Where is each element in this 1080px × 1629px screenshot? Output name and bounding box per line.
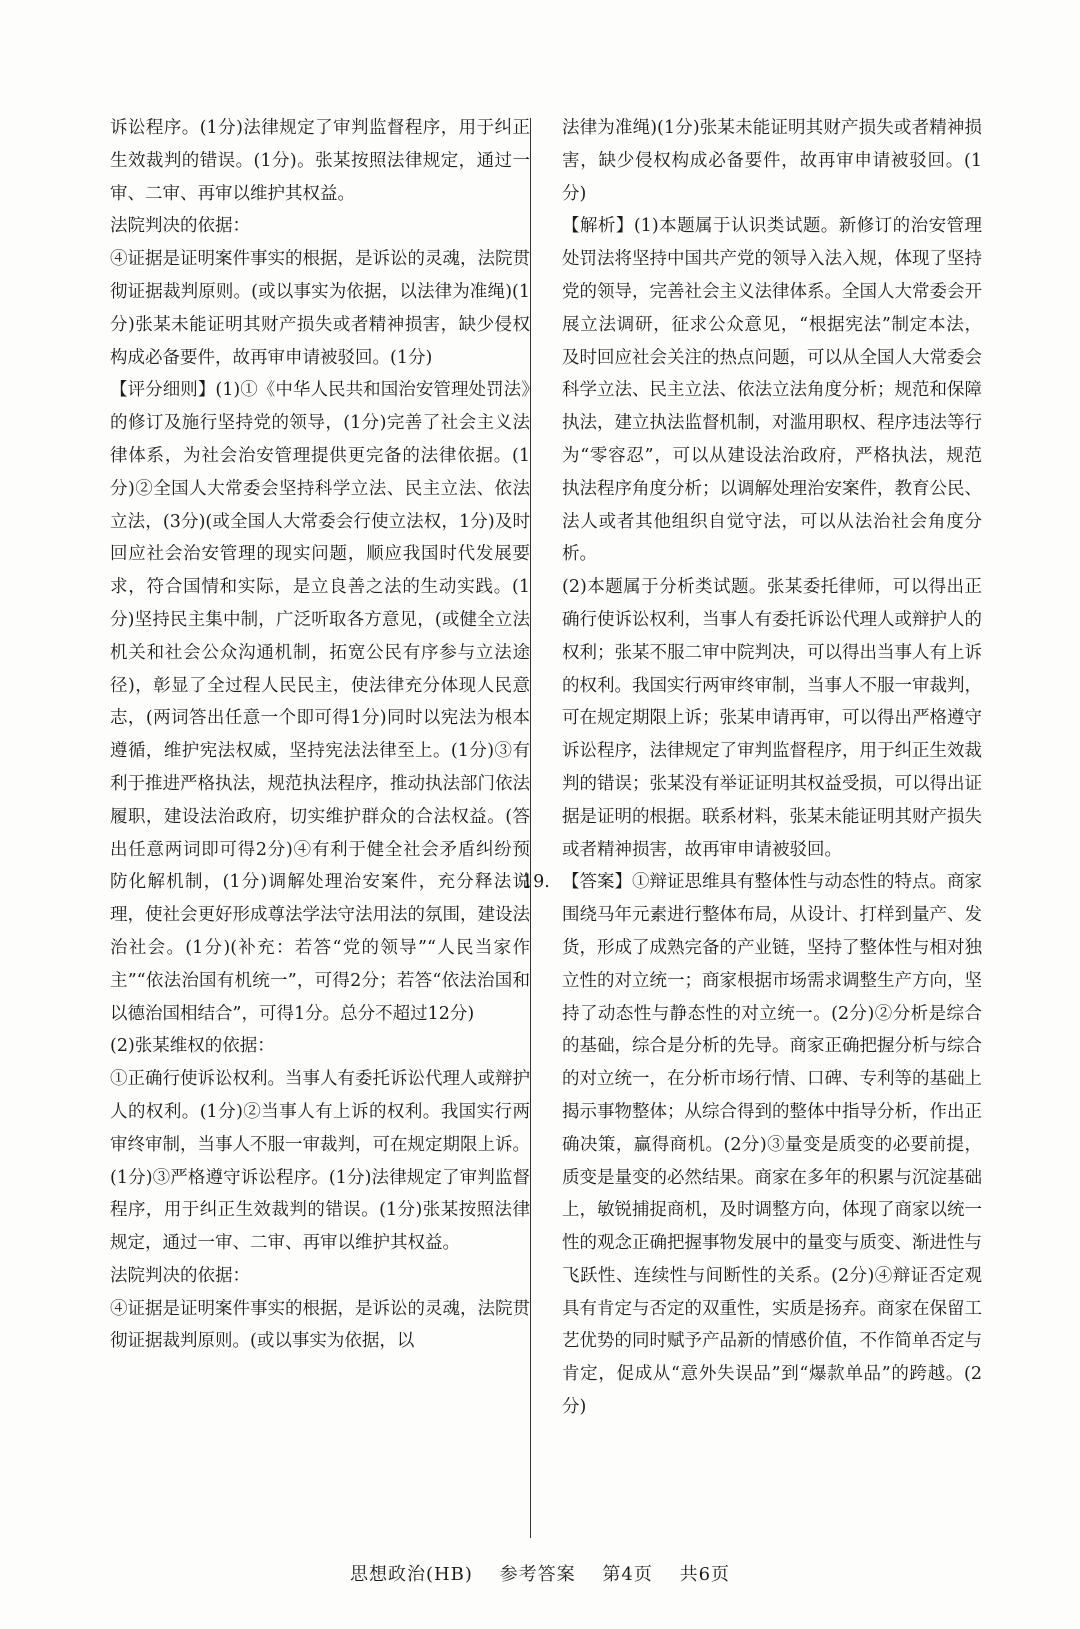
column-divider (530, 118, 531, 1538)
right-para-analysis-2: (2)本题属于分析类试题。张某委托律师，可以得出正确行使诉讼权利，当事人有委托诉讼代理人或辩护人的权利；张某不服二审中院判决，可以得出当事人有上诉的权利。我国实行两审终审制，当事人不服一审裁判，可在规定期限上诉；张某申请再审，可以得出严格遵守诉讼程序，法律规定了审判监督程序，用于纠正生效裁判的错误；张某没有举证证明其权益受损，可以得出证据是证明的根据。联系材料，张某未能证明其财产损失或者精神损害，故再审申请被驳回。 (562, 577, 982, 860)
left-para-7: 法院判决的依据： (110, 1265, 250, 1286)
footer-total: 共6页 (679, 1564, 731, 1585)
question-19-answer: 【答案】①辩证思维具有整体性与动态性的特点。商家围绕马年元素进行整体布局，从设计、打样到量产、发货，形成了成熟完备的产业链，坚持了整体性与相对独立性的对立统一；商家根据市场需求调整生产方向，坚持了动态性与静态性的对立统一。(2分)②分析是综合的基础，综合是分析的先导。商家正确把握分析与综合的对立统一，在分析市场行情、口碑、专利等的基础上揭示事物整体；从综合得到的整体中指导分析，作出正确决策，赢得商机。(2分)③量变是质变的必要前提，质变是量变的必然结果。商家在多年的积累与沉淀基础上，敏锐捕捉商机，及时调整方向，体现了商家以统一性的观念正确把握事物发展中的量变与质变、渐进性与飞跃性、连续性与间断性的关系。(2分)④辩证否定观具有肯定与否定的双重性，实质是扬弃。商家在保留工艺优势的同时赋予产品新的情感价值，不作简单否定与肯定，促成从“意外失误品”到“爆款单品”的跨越。(2分) (562, 872, 982, 1418)
right-para-analysis-1: 【解析】(1)本题属于认识类试题。新修订的治安管理处罚法将坚持中国共产党的领导入法入规，体现了坚持党的领导，完善社会主义法律体系。全国人大常委会开展立法调研，征求公众意见，“根据宪法”制定本法，及时回应社会关注的热点问题，可以从全国人大常委会科学立法、民主立法、依法立法角度分析；规范和保障执法，建立执法监督机制，对滥用职权、程序违法等行为“零容忍”，可以从建设法治政府，严格执法，规范执法程序角度分析；以调解处理治安案件，教育公民、法人或者其他组织自觉守法，可以从法治社会角度分析。 (562, 216, 982, 565)
footer-subject: 思想政治(HB) (349, 1564, 473, 1585)
left-para-1: 诉讼程序。(1分)法律规定了审判监督程序，用于纠正生效裁判的错误。(1分)。张某按照法律规定，通过一审、二审、再审以维护其权益。 (110, 118, 530, 204)
question-19 (522, 866, 982, 1424)
left-para-6: ①正确行使诉讼权利。当事人有委托诉讼代理人或辩护人的权利。(1分)②当事人有上诉的权利。我国实行两审终审制，当事人不服一审裁判，可在规定期限上诉。(1分)③严格遵守诉讼程序。(1分)法律规定了审判监督程序，用于纠正生效裁判的错误。(1分)张某按照法律规定，通过一审、二审、再审以维护其权益。 (110, 1069, 530, 1254)
left-para-scoring: 【评分细则】(1)①《中华人民共和国治安管理处罚法》的修订及施行坚持党的领导，(1分)完善了社会主义法律体系，为社会治安管理提供更完备的法律依据。(1分)②全国人大常委会坚持科学立法、民主立法、依法立法，(3分)(或全国人大常委会行使立法权，1分)及时回应社会治安管理的现实问题，顺应我国时代发展要求，符合国情和实际，是立良善之法的生动实践。(1分)坚持民主集中制，广泛听取各方意见，(或健全立法机关和社会公众沟通机制，拓宽公民有序参与立法途径)，彰显了全过程人民民主，使法律充分体现人民意志，(两词答出任意一个即可得1分)同时以宪法为根本遵循，维护宪法权威，坚持宪法法律至上。(1分)③有利于推进严格执法，规范执法程序，推动执法部门依法履职，建设法治政府，切实维护群众的合法权益。(答出任意两词即可得2分)④有利于健全社会矛盾纠纷预防化解机制，(1分)调解处理治安案件，充分释法说理，使社会更好形成尊法学法守法用法的氛围，建设法治社会。(1分)(补充：若答“党的领导”“人民当家作主”“依法治国有机统一”，可得2分；若答“依法治国和以德治国相结合”，可得1分。总分不超过12分) (110, 380, 530, 1024)
left-para-2: 法院判决的依据： (110, 216, 250, 237)
left-para-3: ④证据是证明案件事实的根据，是诉讼的灵魂，法院贯彻证据裁判原则。(或以事实为依据，以法律为准绳)(1分)张某未能证明其财产损失或者精神损害，缺少侵权构成必备要件，故再审申请被驳回。(1分) (110, 249, 530, 368)
right-column (522, 112, 982, 1424)
question-19-number: 19. (522, 872, 550, 893)
left-column (110, 112, 530, 1358)
footer-doc-type: 参考答案 (499, 1564, 576, 1585)
left-para-5: (2)张某维权的依据： (110, 1036, 275, 1057)
right-para-1: 法律为准绳)(1分)张某未能证明其财产损失或者精神损害，缺少侵权构成必备要件，故再审申请被驳回。(1分) (562, 118, 982, 204)
page-footer (0, 1560, 1080, 1586)
footer-page: 第4页 (602, 1564, 653, 1585)
left-para-8: ④证据是证明案件事实的根据，是诉讼的灵魂，法院贯彻证据裁判原则。(或以事实为依据，以 (110, 1298, 530, 1352)
